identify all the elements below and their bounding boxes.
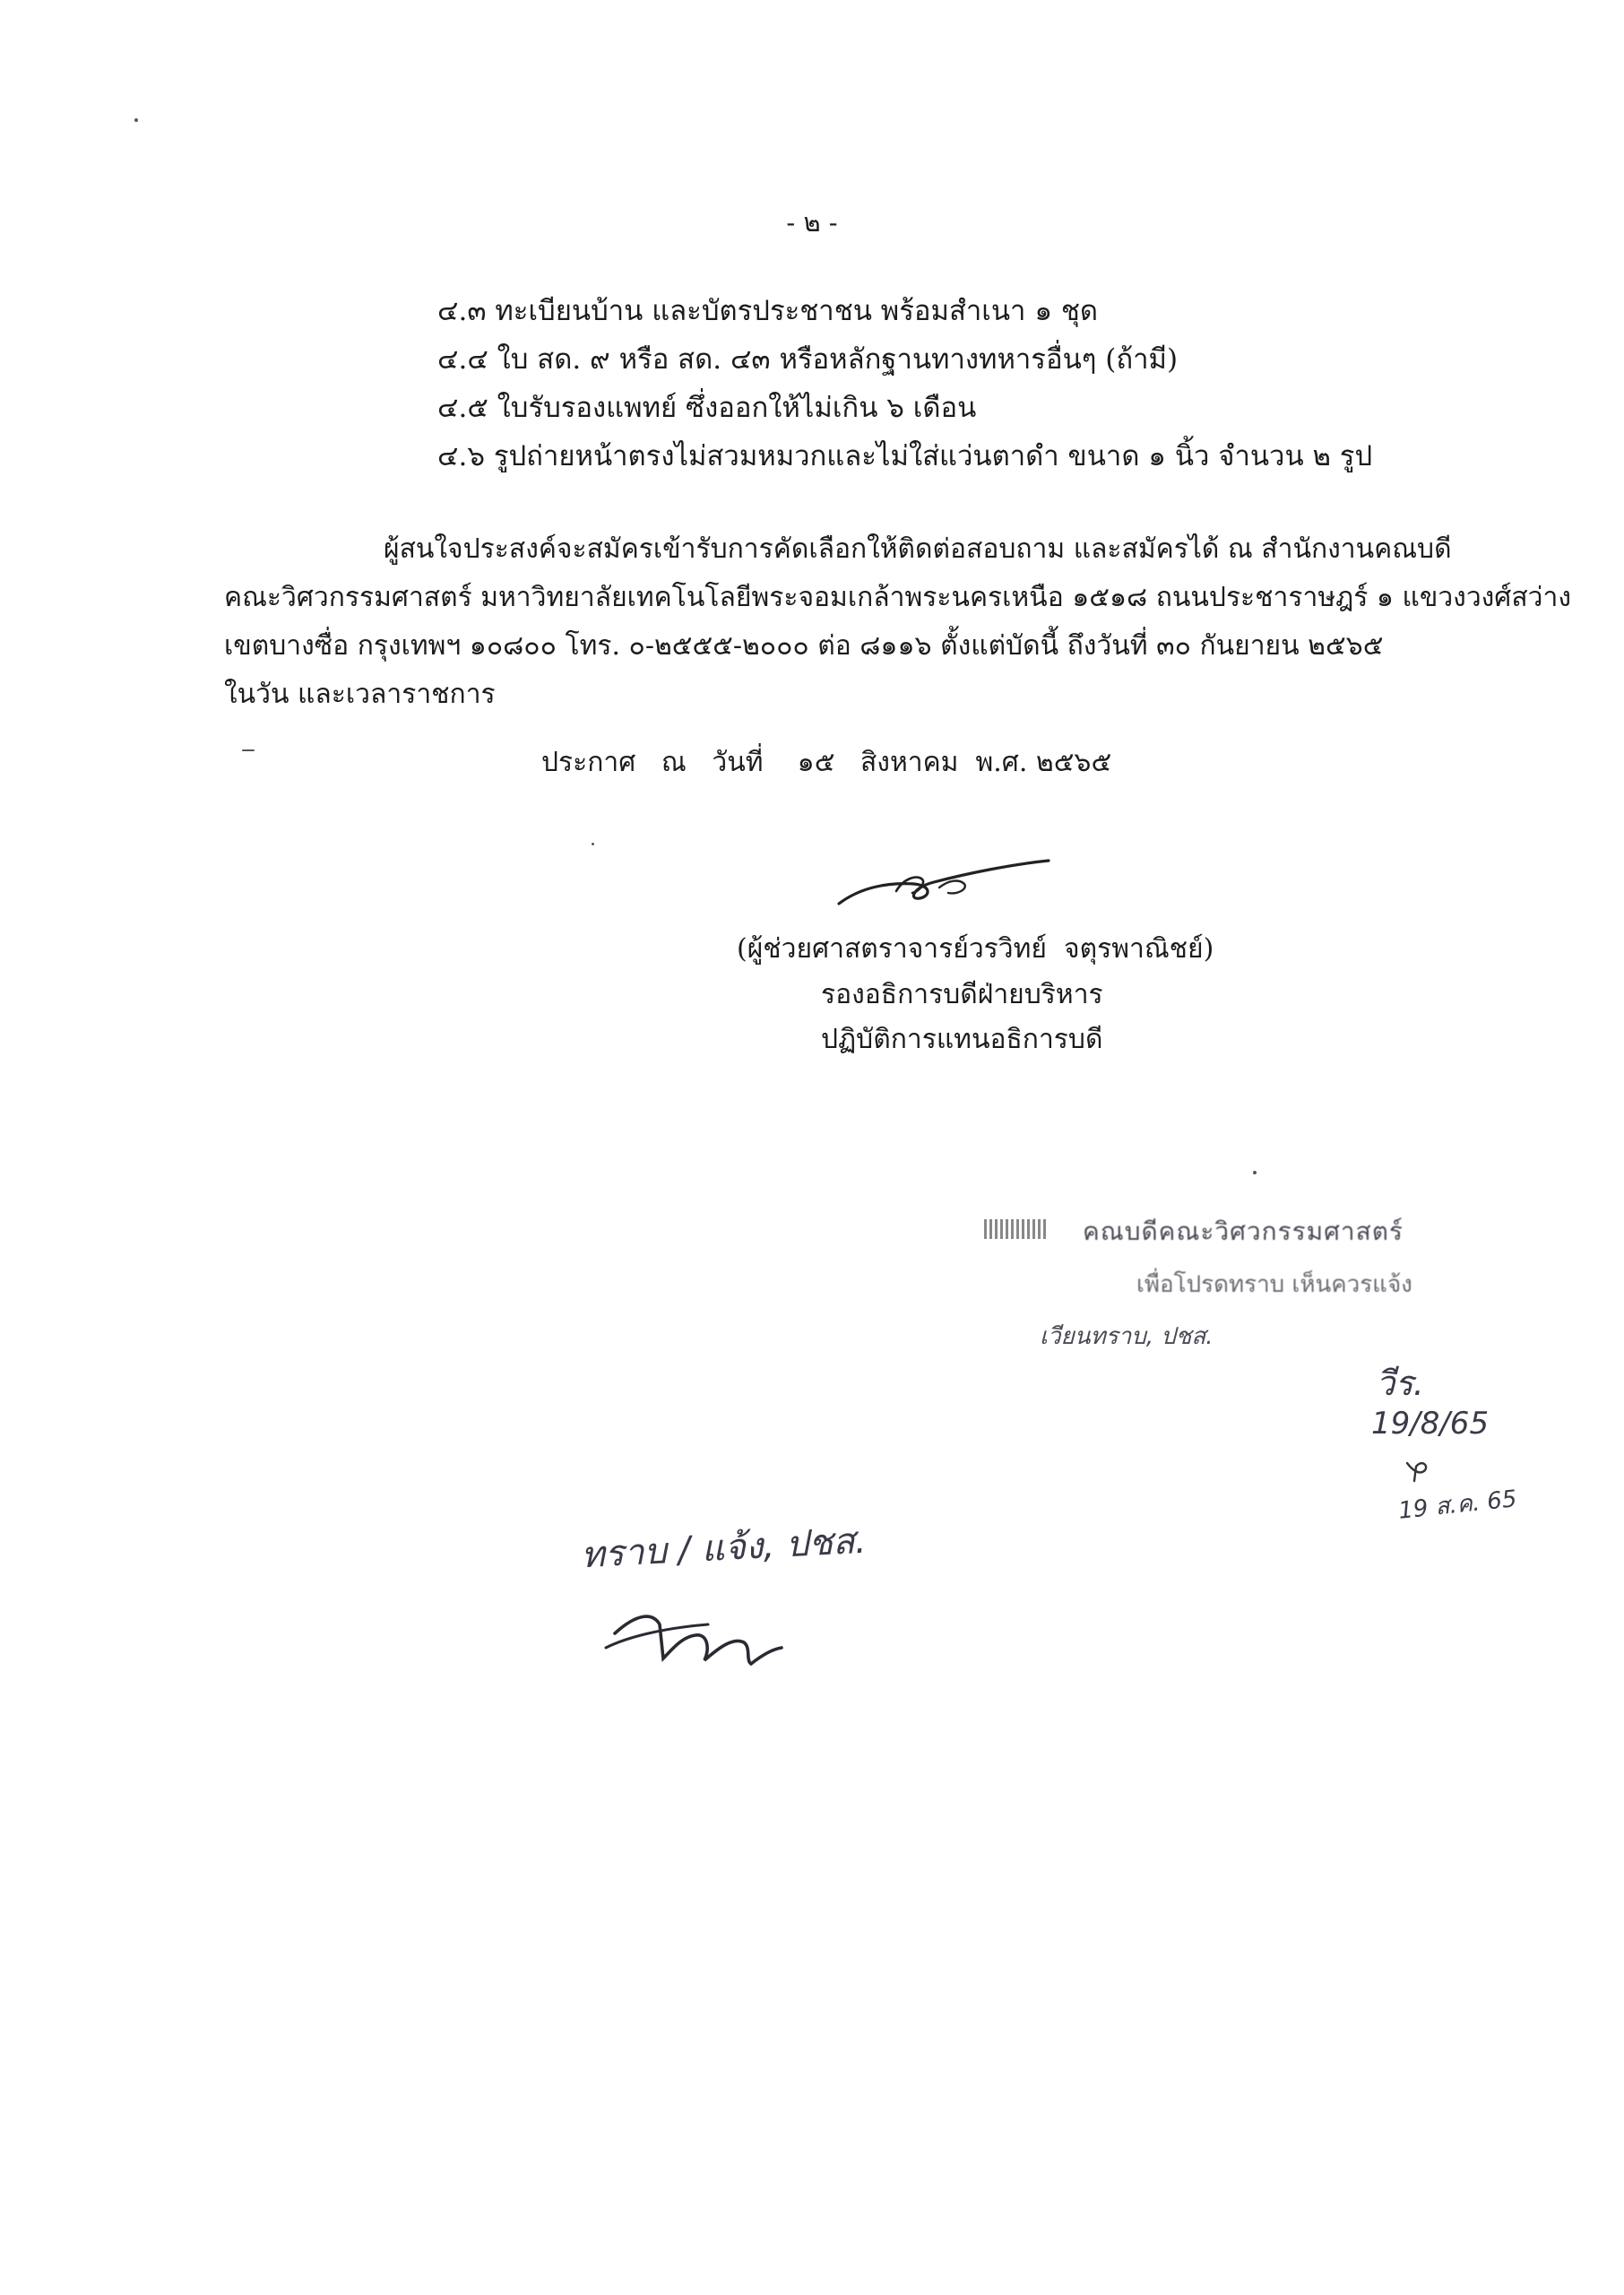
handwritten-date: 19 ส.ค. 65 [1396,1485,1518,1525]
requirement-item: ๔.๓ ทะเบียนบ้าน และบัตรประชาชน พร้อมสำเนา ๑ ชุด [437,295,1099,327]
paragraph-line: ผู้สนใจประสงค์จะสมัครเข้ารับการคัดเลือกให้ติดต่อสอบถาม และสมัครได้ ณ สำนักงานคณบดี [384,533,1452,565]
scan-speck [592,843,594,845]
requirement-item: ๔.๔ ใบ สด. ๙ หรือ สด. ๔๓ หรือหลักฐานทางทหารอื่นๆ (ถ้ามี) [437,343,1179,376]
requirements-list [437,287,1477,481]
paragraph-line: ในวัน และเวลาราชการ [224,679,496,710]
scan-speck [134,118,138,122]
paragraph-line: คณะวิศวกรรมศาสตร์ มหาวิทยาลัยเทคโนโลยีพระจอมเกล้าพระนครเหนือ ๑๕๑๘ ถนนประชาราษฎร์ ๑ แขวงวงศ์สว่าง [224,582,1572,613]
requirement-item: ๔.๕ ใบรับรองแพทย์ ซึ่งออกให้ไม่เกิน ๖ เดือน [437,392,977,424]
signer-acting-title: ปฏิบัติการแทนอธิการบดี [821,1024,1103,1055]
signature-mark [834,852,1067,914]
handwritten-date: 19/8/65 [1371,1406,1490,1442]
scan-speck [1253,1171,1257,1174]
stamp-smudge [984,1219,1047,1239]
signer-name: (ผู้ช่วยศาสตราจารย์วรวิทย์ จตุรพาณิชย์) [737,933,1214,965]
requirement-item: ๔.๖ รูปถ่ายหน้าตรงไม่สวมหมวกและไม่ใส่แว่นตาดำ ขนาด ๑ นิ้ว จำนวน ๒ รูป [437,440,1373,472]
scan-speck [242,749,255,751]
contact-paragraph [224,525,1572,719]
paragraph-line: เขตบางซื่อ กรุงเทพฯ ๑๐๘๐๐ โทร. ๐-๒๕๕๕-๒๐๐๐ ต่อ ๘๑๑๖ ตั้งแต่บัดนี้ ถึงวันที่ ๓๐ กันยายน ๒๕๖๕ [224,630,1384,662]
signer-position: รองอธิการบดีฝ่ายบริหาร [821,979,1103,1010]
handwritten-note: เวียนทราบ, ปชส. [1040,1323,1214,1350]
announcement-date: ประกาศ ณ วันที่ ๑๕ สิงหาคม พ.ศ. ๒๕๖๕ [541,747,1112,778]
handwritten-note: ทราบ / แจ้ง, ปชส. [580,1520,868,1577]
handwritten-initial: วีร. [1376,1364,1424,1403]
stamp-note: เพื่อโปรดทราบ เห็นควรแจ้ง [1136,1271,1412,1298]
page-number: - ๒ - [786,207,838,238]
stamp-text: คณบดีคณะวิศวกรรมศาสตร์ [1083,1217,1404,1246]
